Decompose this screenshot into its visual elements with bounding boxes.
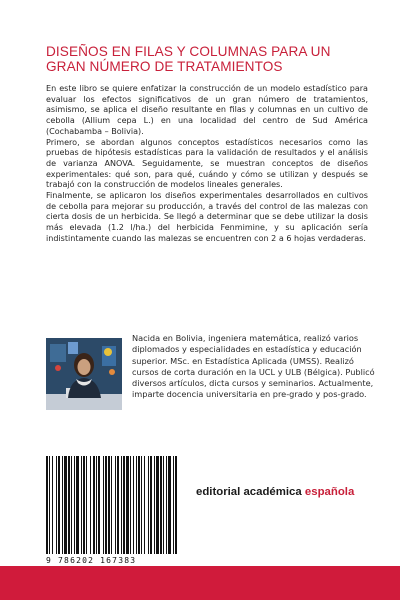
barcode-bar [126, 456, 129, 554]
isbn-barcode [36, 452, 186, 564]
barcode-bar [175, 456, 177, 554]
barcode-bar [90, 456, 91, 554]
book-title [46, 44, 376, 74]
barcode-bar [56, 456, 57, 554]
barcode-bar [103, 456, 104, 554]
isbn-digits: 9 786202 167383 [46, 556, 137, 565]
barcode-bar [71, 456, 72, 554]
author-photo [46, 338, 122, 410]
barcode-bar [105, 456, 107, 554]
description-paragraph-2: Primero, se abordan algunos conceptos estadísticos necesarios como las pruebas de hipótesis estadísticas para la validación de resultados y el análisis de varianza ANOVA. Seguidamente, se muestran conceptos de diseños experimentales: qué son, para qué, cuándo y cómo se utilizan y después se trabajó con la construcción de modelos lineales generales. [46, 137, 368, 190]
book-title-line-2: GRAN NÚMERO DE TRATAMIENTOS [46, 59, 283, 74]
barcode-bar [58, 456, 60, 554]
description-paragraph-1: En este libro se quiere enfatizar la construcción de un modelo estadístico para evaluar los efectos significativos de un gran número de tratamientos, asimismo, se aplica el diseño resultante en filas y columnas en un cultivo de cebolla (Allium cepa L.) en una localidad del centro de Sud América (Cochabamba – Bolivia). [46, 84, 368, 136]
barcode-bar [86, 456, 87, 554]
bottom-color-band [0, 566, 400, 600]
barcode-bar [96, 456, 97, 554]
barcode-bar [173, 456, 174, 554]
barcode-bar [150, 456, 152, 554]
barcode-bar [121, 456, 122, 554]
barcode-bar [76, 456, 79, 554]
barcode-bar [111, 456, 112, 554]
barcode-bar [136, 456, 137, 554]
barcode-bar [74, 456, 75, 554]
barcode-bar [144, 456, 145, 554]
barcode-bar [115, 456, 116, 554]
publisher-name-accent: española [304, 486, 355, 498]
barcode-bar [81, 456, 82, 554]
barcode-bar [156, 456, 159, 554]
book-title-line-1: DISEÑOS EN FILAS Y COLUMNAS PARA UN [46, 44, 331, 59]
author-bio: Nacida en Bolivia, ingeniera matemática, realizó varios diplomados y especialidades en estadística y educación superior. MSc. en Estadística Aplicada (UMSS). Realizó cursos de corta duración en la UCL y ULB (Bélgica). Publicó diversos artículos, dicta cursos y seminarios. Actualmente, imparte docencia universitaria en pre-grado y pos-grado. [132, 333, 375, 400]
description-paragraph-3: Finalmente, se aplicaron los diseños experimentales desarrollados en cultivos de cebolla para mejorar su producción, a través del control de las malezas con cierta dosis de un herbicida. Se llegó a determinar que se debe utilizar la dosis más elevada (1.2 l/ha.) del herbicida Fenmimine, y su aplicación sería indistintamente cuando las malezas se encuentren con 2 a 6 hojas verdaderas. [46, 191, 368, 243]
barcode-bar [68, 456, 70, 554]
barcode-bar [154, 456, 155, 554]
barcode-bar [83, 456, 85, 554]
barcode-bar [64, 456, 67, 554]
barcode-bar [141, 456, 142, 554]
publisher-name-main: editorial académica [196, 486, 305, 498]
barcode-bar [138, 456, 140, 554]
barcode-bar [166, 456, 167, 554]
barcode-bar [168, 456, 171, 554]
barcode-bar [46, 456, 48, 554]
barcode-bar [93, 456, 95, 554]
barcode-bar [108, 456, 110, 554]
barcode-bar [130, 456, 131, 554]
barcode-bar [62, 456, 63, 554]
barcode-bar [133, 456, 134, 554]
barcode-bar [98, 456, 100, 554]
barcode-bar [160, 456, 162, 554]
book-description [46, 84, 368, 245]
barcode-bar [49, 456, 50, 554]
barcode-bar [117, 456, 119, 554]
barcode-bar [123, 456, 125, 554]
barcode-bar [148, 456, 149, 554]
barcode-bar [163, 456, 164, 554]
publisher-name [196, 486, 386, 498]
barcode-bar [52, 456, 53, 554]
